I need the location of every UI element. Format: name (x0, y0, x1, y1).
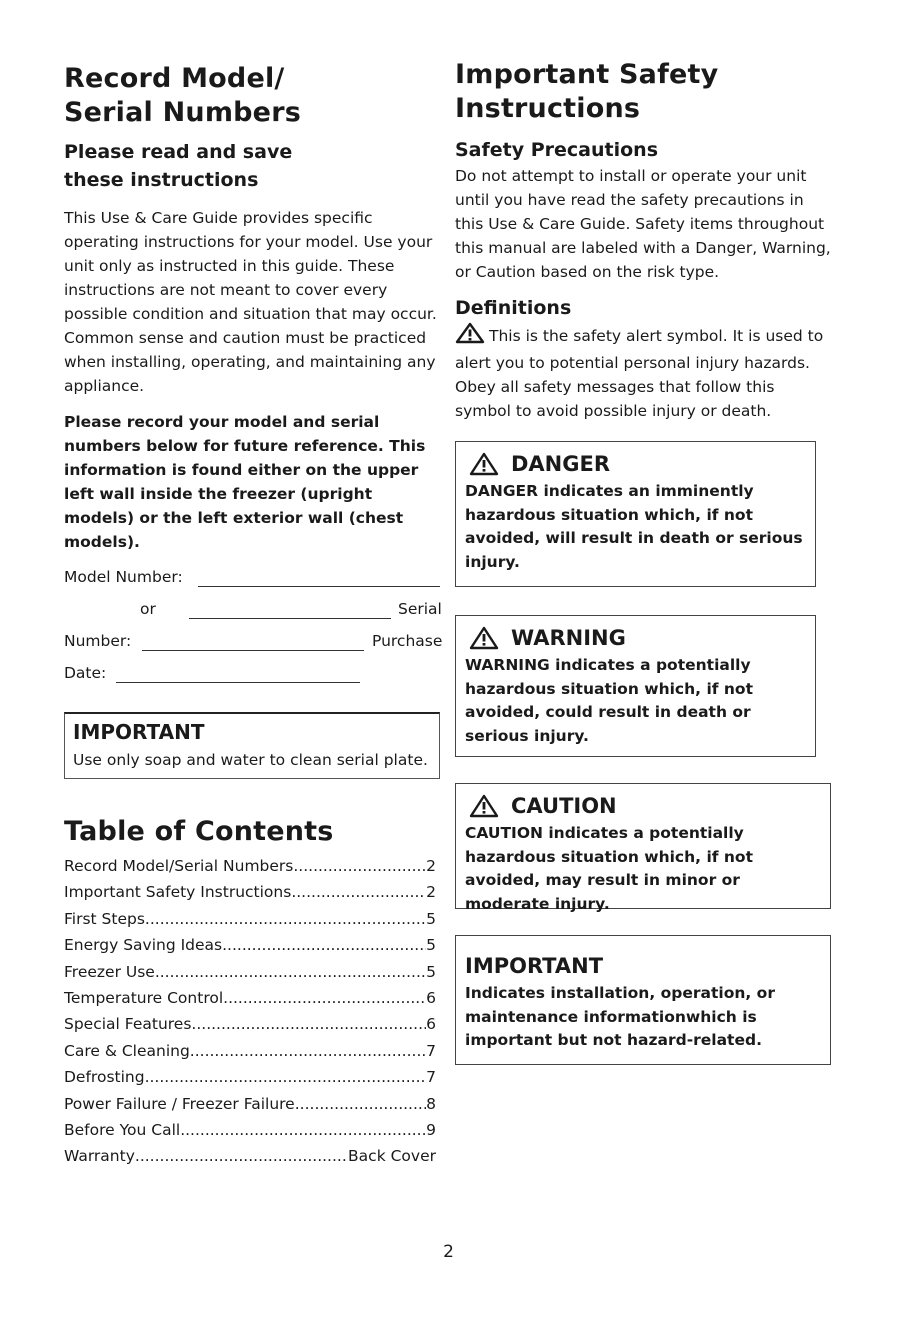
warning-title: WARNING (511, 626, 626, 650)
number-row (64, 628, 446, 660)
model-number-line[interactable] (198, 586, 440, 587)
toc-item[interactable]: Power Failure / Freezer Failure ..... 8 (64, 1091, 436, 1117)
definitions-title: Definitions (455, 297, 572, 319)
danger-alert-icon (469, 452, 499, 476)
record-intro: This Use & Care Guide provides specific operating instructions for your model. Use your unit only as instructed in this guide. These instructions are not meant to cover every possible condition and situation that may occur. Common sense and caution must be practiced when installing, operating, and maintaining any appliance. (64, 209, 437, 395)
record-note: Please record your model and serial numbers below for future reference. This information is found either on the upper left wall inside the freezer (upright models) or the left exterior wall (chest models). (64, 413, 426, 551)
toc-item[interactable]: Special Features ..... 6 (64, 1011, 436, 1037)
danger-title-row (465, 450, 807, 478)
caution-box (455, 783, 831, 913)
definitions-paragraph (455, 322, 835, 423)
toc-item[interactable]: Before You Call ..... 9 (64, 1117, 436, 1143)
important-box-text: Use only soap and water to clean serial plate. (73, 751, 428, 769)
toc-item[interactable]: Record Model/Serial Numbers ..... 2 (64, 853, 436, 879)
date-label: Date: (64, 664, 107, 682)
caution-alert-icon (469, 794, 499, 818)
danger-box (455, 441, 816, 587)
record-title: Record Model/ Serial Numbers (64, 63, 301, 128)
toc-item[interactable]: Warranty ..... Back Cover (64, 1143, 436, 1169)
model-number-row (64, 564, 446, 596)
danger-title: DANGER (511, 452, 611, 476)
purchase-label: Purchase (372, 632, 443, 650)
warning-box (455, 615, 816, 757)
warning-title-row (465, 624, 807, 652)
definitions-text: This is the safety alert symbol. It is used to alert you to potential personal injury hazards. Obey all safety messages that follow this symbol to avoid possible injury or death. (455, 327, 824, 420)
serial-line[interactable] (189, 618, 391, 619)
toc-item[interactable]: Important Safety Instructions ..... 2 (64, 879, 436, 905)
toc-item[interactable]: Temperature Control ..... 6 (64, 985, 436, 1011)
important-box-left (64, 712, 440, 779)
caution-title-row (465, 792, 822, 820)
number-line[interactable] (142, 650, 364, 651)
toc-title: Table of Contents (64, 816, 334, 847)
important-text: Indicates installation, operation, or maintenance informationwhich is important but not hazard-related. (465, 984, 775, 1049)
page-number: 2 (443, 1242, 454, 1262)
table-of-contents (64, 853, 446, 1170)
or-label: or (140, 600, 156, 618)
safety-title: Important Safety Instructions (455, 59, 719, 124)
important-box-title: IMPORTANT (73, 720, 205, 744)
important-title: IMPORTANT (465, 954, 604, 978)
record-fields (64, 564, 446, 692)
caution-text: CAUTION indicates a potentially hazardous situation which, if not avoided, may result in minor or moderate injury. (465, 824, 753, 913)
toc-item[interactable]: Care & Cleaning ..... 7 (64, 1038, 436, 1064)
precautions-text: Do not attempt to install or operate your unit until you have read the safety precautions in this Use & Care Guide. Safety items throughout this manual are labeled with a Danger, Warning, or Caution based on the risk type. (455, 167, 831, 281)
date-row (64, 660, 446, 692)
date-line[interactable] (116, 682, 360, 683)
toc-item[interactable]: Defrosting ..... 7 (64, 1064, 436, 1090)
serial-row (64, 596, 446, 628)
left-column (64, 62, 446, 1170)
record-subtitle: Please read and save these instructions (64, 141, 293, 191)
number-label: Number: (64, 632, 132, 650)
serial-label: Serial (398, 600, 442, 618)
important-box-right (455, 935, 831, 1065)
precautions-title: Safety Precautions (455, 139, 659, 161)
toc-item[interactable]: Energy Saving Ideas ..... 5 (64, 932, 436, 958)
toc-item[interactable]: Freezer Use ..... 5 (64, 959, 436, 985)
right-column (455, 58, 835, 1065)
warning-text: WARNING indicates a potentially hazardous situation which, if not avoided, could result in death or serious injury. (465, 656, 753, 745)
warning-alert-icon (469, 626, 499, 650)
safety-alert-icon (455, 322, 485, 351)
model-number-label: Model Number: (64, 568, 183, 586)
danger-text: DANGER indicates an imminently hazardous situation which, if not avoided, will result in death or serious injury. (465, 482, 803, 571)
toc-item[interactable]: First Steps ..... 5 (64, 906, 436, 932)
caution-title: CAUTION (511, 794, 617, 818)
